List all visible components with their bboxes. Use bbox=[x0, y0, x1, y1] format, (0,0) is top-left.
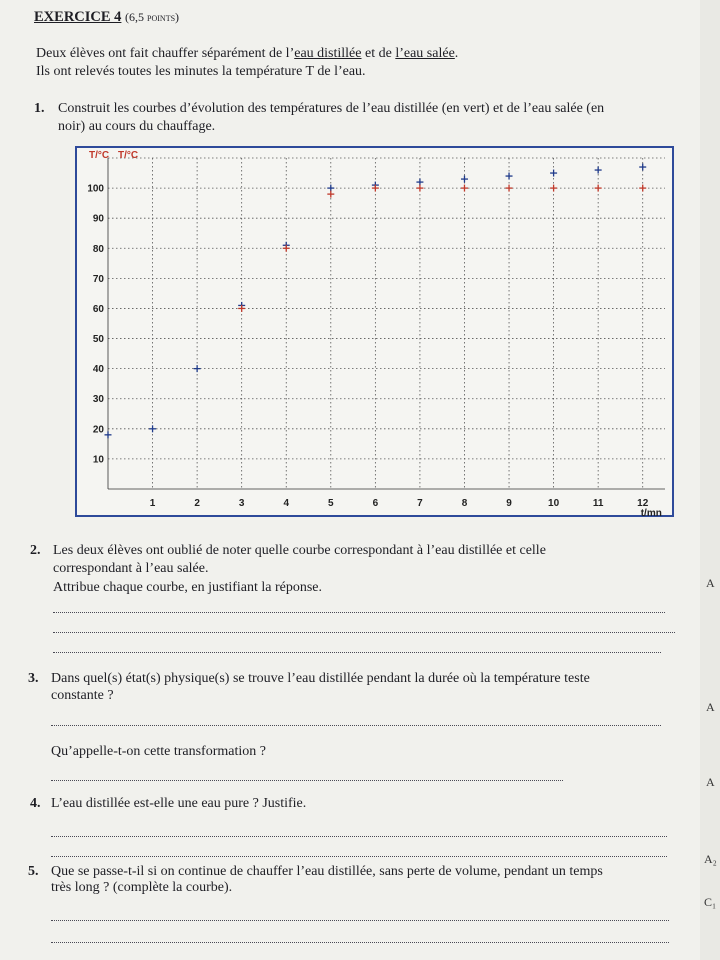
answer-line[interactable] bbox=[53, 632, 675, 633]
intro-text-b: eau distillée bbox=[294, 46, 362, 61]
answer-line[interactable] bbox=[51, 725, 661, 726]
answer-line[interactable] bbox=[51, 942, 669, 943]
x-tick-label: 8 bbox=[461, 498, 468, 509]
x-tick-label: 11 bbox=[592, 498, 604, 509]
question-1-number: 1. bbox=[34, 101, 45, 116]
x-axis-label: t/mn bbox=[640, 508, 662, 519]
y-tick-label: 100 bbox=[87, 183, 104, 195]
question-2-line-1: Les deux élèves ont oublié de noter quelle courbe correspondant à l’eau distillée et celle bbox=[53, 543, 546, 558]
x-tick-label: 7 bbox=[417, 498, 423, 509]
question-3-line-2: constante ? bbox=[51, 688, 114, 703]
question-3-number: 3. bbox=[28, 671, 39, 686]
x-tick-label: 1 bbox=[149, 498, 156, 509]
y-tick-label: 70 bbox=[92, 273, 104, 285]
y-tick-label: 90 bbox=[92, 213, 104, 225]
question-1-line-2: noir) au cours du chauffage. bbox=[58, 119, 216, 134]
intro-text-c: et de bbox=[361, 46, 396, 61]
intro-line-1 bbox=[36, 46, 458, 62]
question-5-line-1: Que se passe-t-il si on continue de chauffer l’eau distillée, sans perte de volume, pendant un temps bbox=[51, 864, 603, 879]
answer-line[interactable] bbox=[51, 836, 667, 837]
margin-mark: A bbox=[706, 775, 715, 789]
x-tick-label: 9 bbox=[506, 498, 512, 509]
answer-line[interactable] bbox=[53, 652, 661, 653]
y-tick-label: 60 bbox=[92, 303, 104, 315]
answer-line[interactable] bbox=[51, 920, 669, 921]
x-tick-label: 4 bbox=[283, 498, 290, 509]
y-tick-label: 40 bbox=[92, 364, 104, 376]
question-5-line-2: très long ? (complète la courbe). bbox=[51, 880, 233, 895]
intro-line-2: Ils ont relevés toutes les minutes la température T de l’eau. bbox=[36, 64, 366, 79]
x-tick-label: 2 bbox=[194, 498, 200, 509]
intro-text-a: Deux élèves ont fait chauffer séparément de l’ bbox=[36, 46, 295, 61]
answer-line[interactable] bbox=[51, 856, 667, 857]
exercise-title-text: EXERCICE 4 bbox=[34, 9, 122, 25]
y-tick-label: 10 bbox=[92, 454, 104, 466]
question-2-line-3: Attribue chaque courbe, en justifiant la réponse. bbox=[53, 580, 323, 595]
question-2-number: 2. bbox=[30, 543, 41, 558]
y-tick-label: 20 bbox=[92, 424, 104, 436]
question-4-line-1: L’eau distillée est-elle une eau pure ? Justifie. bbox=[51, 796, 307, 811]
question-3-line-1: Dans quel(s) état(s) physique(s) se trouve l’eau distillée pendant la durée où la température teste bbox=[51, 671, 590, 686]
exercise-points: (6,5 points) bbox=[125, 10, 180, 24]
intro-text-e: . bbox=[454, 46, 459, 61]
exercise-title bbox=[34, 9, 179, 26]
y-tick-label: 80 bbox=[92, 243, 104, 255]
x-tick-label: 5 bbox=[328, 498, 334, 509]
intro-text-d: l’eau salée bbox=[395, 46, 455, 61]
answer-line[interactable] bbox=[51, 780, 563, 781]
margin-mark: A bbox=[706, 700, 715, 714]
x-tick-label: 12 bbox=[637, 498, 649, 509]
x-tick-label: 6 bbox=[372, 498, 379, 509]
question-4-number: 4. bbox=[30, 796, 41, 811]
question-1-line-1: Construit les courbes d’évolution des températures de l’eau distillée (en vert) et de l’eau salée (en bbox=[58, 101, 605, 116]
margin-mark: A bbox=[706, 576, 715, 590]
y-axis-label-left: T/°C bbox=[89, 150, 110, 161]
question-3-sub: Qu’appelle-t-on cette transformation ? bbox=[51, 744, 266, 759]
temperature-chart bbox=[75, 146, 675, 522]
chart-frame bbox=[76, 147, 673, 516]
x-tick-label: 3 bbox=[238, 498, 245, 509]
margin-mark: A₂ bbox=[704, 852, 717, 866]
y-tick-label: 30 bbox=[92, 394, 104, 406]
y-axis-label-right: T/°C bbox=[118, 150, 139, 161]
answer-line[interactable] bbox=[53, 612, 665, 613]
margin-mark: C₁ bbox=[704, 895, 717, 909]
x-tick-label: 10 bbox=[548, 498, 560, 509]
question-2-line-2: correspondant à l’eau salée. bbox=[53, 561, 209, 576]
question-5-number: 5. bbox=[28, 864, 39, 879]
y-tick-label: 50 bbox=[92, 334, 104, 346]
